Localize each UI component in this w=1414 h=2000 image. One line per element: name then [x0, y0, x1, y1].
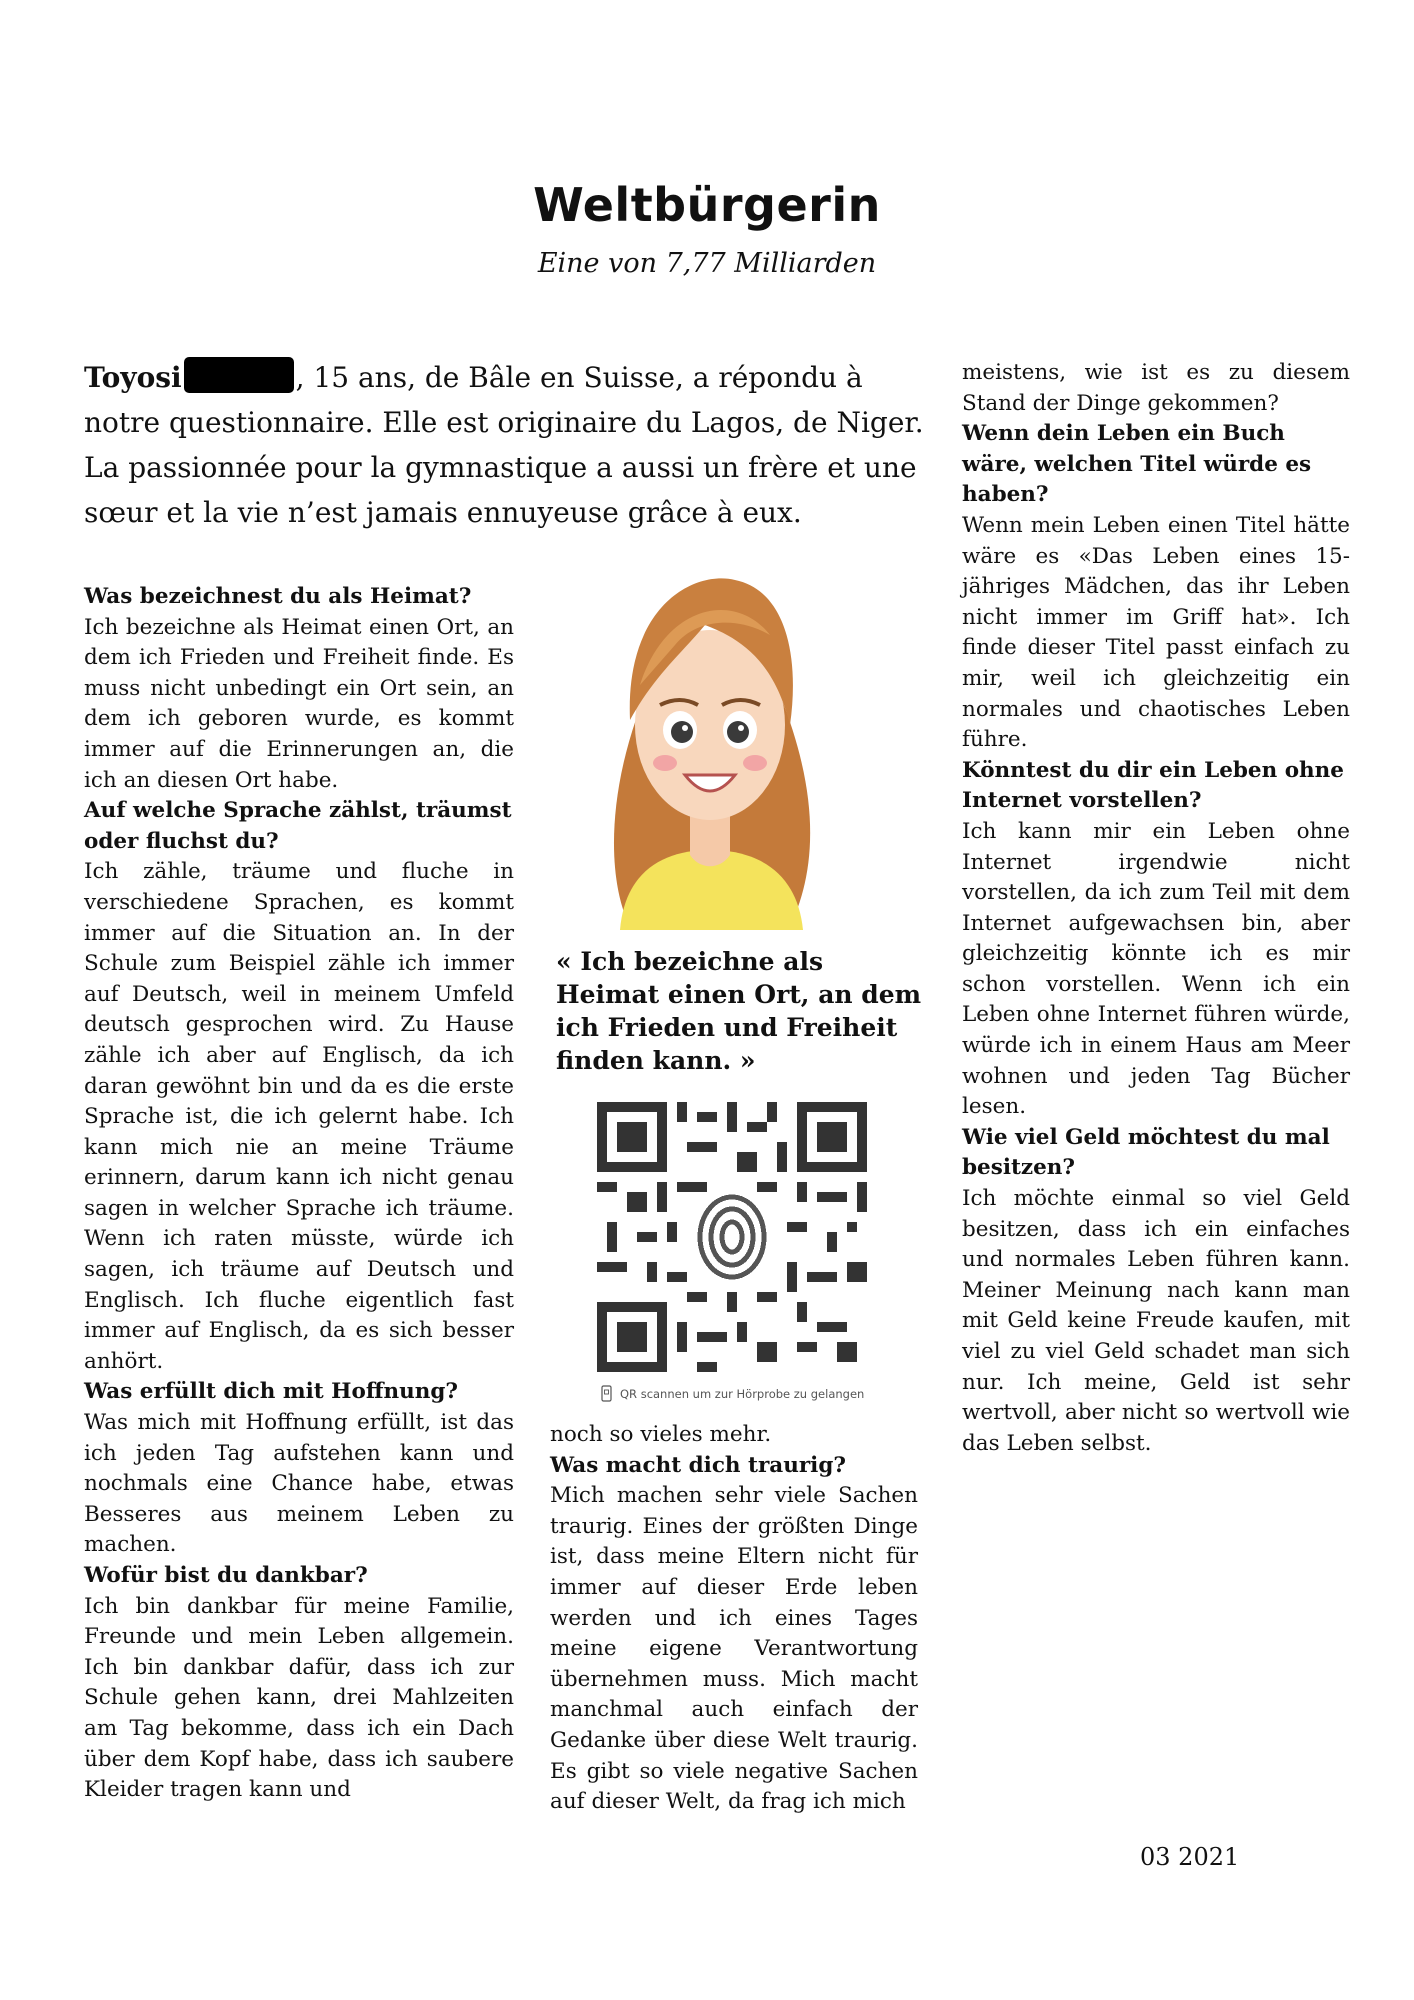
answer-dankbar: Ich bin dankbar für meine Familie, Freunde und mein Leben allgemein. Ich bin dankbar dafür, dass ich zur Schule gehen kann, drei Mahlzeiten am Tag bekomme, dass ich ein Dach über dem Kopf habe, dass ich saubere Kleider tragen kann und	[84, 1593, 514, 1803]
question-hoffnung: Was erfüllt dich mit Hoffnung?	[84, 1379, 459, 1405]
answer-sprache: Ich zähle, träume und fluche in verschiedene Sprachen, es kommt immer auf die Situation an. In der Schule zum Beispiel zähle ich immer auf Deutsch, weil in meinem Umfeld deutsch gesprochen wird. Zu Hause zähle ich aber auf Englisch, da ich daran gewöhnt bin und da es die erste Sprache ist, die ich gelernt habe. Ich kann mich nie an meine Träume erinnern, darum kann ich nicht genau sagen in welcher Sprache ich träume. Wenn ich raten müsste, würde ich sagen, ich träume auf Deutsch und Englisch. Ich fluche eigentlich fast immer auf Englisch, da es sich besser anhört.	[84, 859, 514, 1374]
qr-caption	[600, 1385, 890, 1403]
pull-quote: « Ich bezeichne als Heimat einen Ort, an dem ich Frieden und Freiheit finden kann. »	[556, 947, 922, 1075]
redacted-surname	[184, 357, 294, 393]
continued-text: meistens, wie ist es zu diesem Stand der Dinge gekommen?	[962, 360, 1350, 416]
answer-internet: Ich kann mir ein Leben ohne Internet irgendwie nicht vorstellen, da ich zum Teil mit dem Internet aufgewachsen bin, aber gleichzeitig könnte ich es mir schon vorstellen. Wenn ich ein Leben ohne Internet führen würde, würde ich in einem Haus am Meer wohnen und jeden Tag Bücher lesen.	[962, 818, 1350, 1120]
question-sprache: Auf welche Sprache zählst, träumst oder fluchst du?	[84, 798, 512, 854]
answer-traurig: Mich machen sehr viele Sachen traurig. Eines der größten Dinge ist, dass meine Eltern nicht für immer auf dieser Erde leben werden und ich eines Tages meine eigene Verantwortung übernehmen muss. Mich macht manchmal auch einfach der Gedanke über diese Welt traurig. Es gibt so viele negative Sachen auf dieser Welt, da frag ich mich	[550, 1483, 918, 1815]
column-left	[84, 582, 514, 1806]
question-dankbar: Wofür bist du dankbar?	[84, 1563, 368, 1588]
column-right	[962, 358, 1350, 1459]
answer-geld: Ich möchte einmal so viel Geld besitzen, dass ich ein einfaches und normales Leben führen kann. Meiner Meinung nach kann man mit Geld keine Freude kaufen, mit viel zu viel Geld schadet man sich nur. Ich meine, Geld ist sehr wertvoll, aber nicht so wertvoll wie das Leben selbst.	[962, 1186, 1350, 1456]
page-subtitle: Eine von 7,77 Milliarden	[537, 248, 877, 279]
question-traurig: Was macht dich traurig?	[550, 1452, 846, 1478]
qr-caption-text: QR scannen um zur Hörprobe zu gelangen	[620, 1387, 865, 1401]
question-buch: Wenn dein Leben ein Buch wäre, welchen Titel würde es haben?	[962, 421, 1312, 508]
issue-date: 03 2021	[1140, 1843, 1240, 1871]
interviewee-name: Toyosi	[84, 361, 182, 394]
answer-heimat: Ich bezeichne als Heimat einen Ort, an dem ich Frieden und Freiheit finde. Es muss nicht unbedingt ein Ort sein, an dem ich geboren wurde, es kommt immer auf die Erinnerungen an, die ich an diesen Ort habe.	[84, 614, 514, 793]
smartphone-scan-icon	[600, 1385, 614, 1403]
question-geld: Wie viel Geld möchtest du mal besitzen?	[962, 1124, 1330, 1181]
page-title: Weltbürgerin	[533, 178, 881, 232]
intro-paragraph	[84, 355, 924, 535]
question-heimat: Was bezeichnest du als Heimat?	[84, 584, 472, 609]
answer-buch: Wenn mein Leben einen Titel hätte wäre es «Das Leben eines 15-jähriges Mädchen, das ihr Leben nicht immer im Griff hat». Ich finde dieser Titel passt einfach zu mir, weil ich gleichzeitig ein normales und chaotisches Leben führe.	[962, 512, 1350, 753]
intro-line1: , 15 ans, de Bâle en Suisse, a répondu à	[295, 361, 863, 394]
question-internet: Könntest du dir ein Leben ohne Internet vorstellen?	[962, 757, 1344, 814]
continued-text: noch so vieles mehr.	[550, 1422, 772, 1447]
qr-code[interactable]	[597, 1102, 867, 1372]
answer-hoffnung: Was mich mit Hoffnung erfüllt, ist das ich jeden Tag aufstehen kann und nochmals eine Chance habe, etwas Besseres aus meinem Leben zu machen.	[84, 1410, 514, 1558]
column-middle	[550, 1420, 918, 1818]
intro-rest: notre questionnaire. Elle est originaire du Lagos, de Niger. La passionnée pour la gymnastique a aussi un frère et une sœur et la vie n’est jamais ennuyeuse grâce à eux.	[84, 406, 924, 529]
avatar-illustration	[585, 545, 835, 930]
